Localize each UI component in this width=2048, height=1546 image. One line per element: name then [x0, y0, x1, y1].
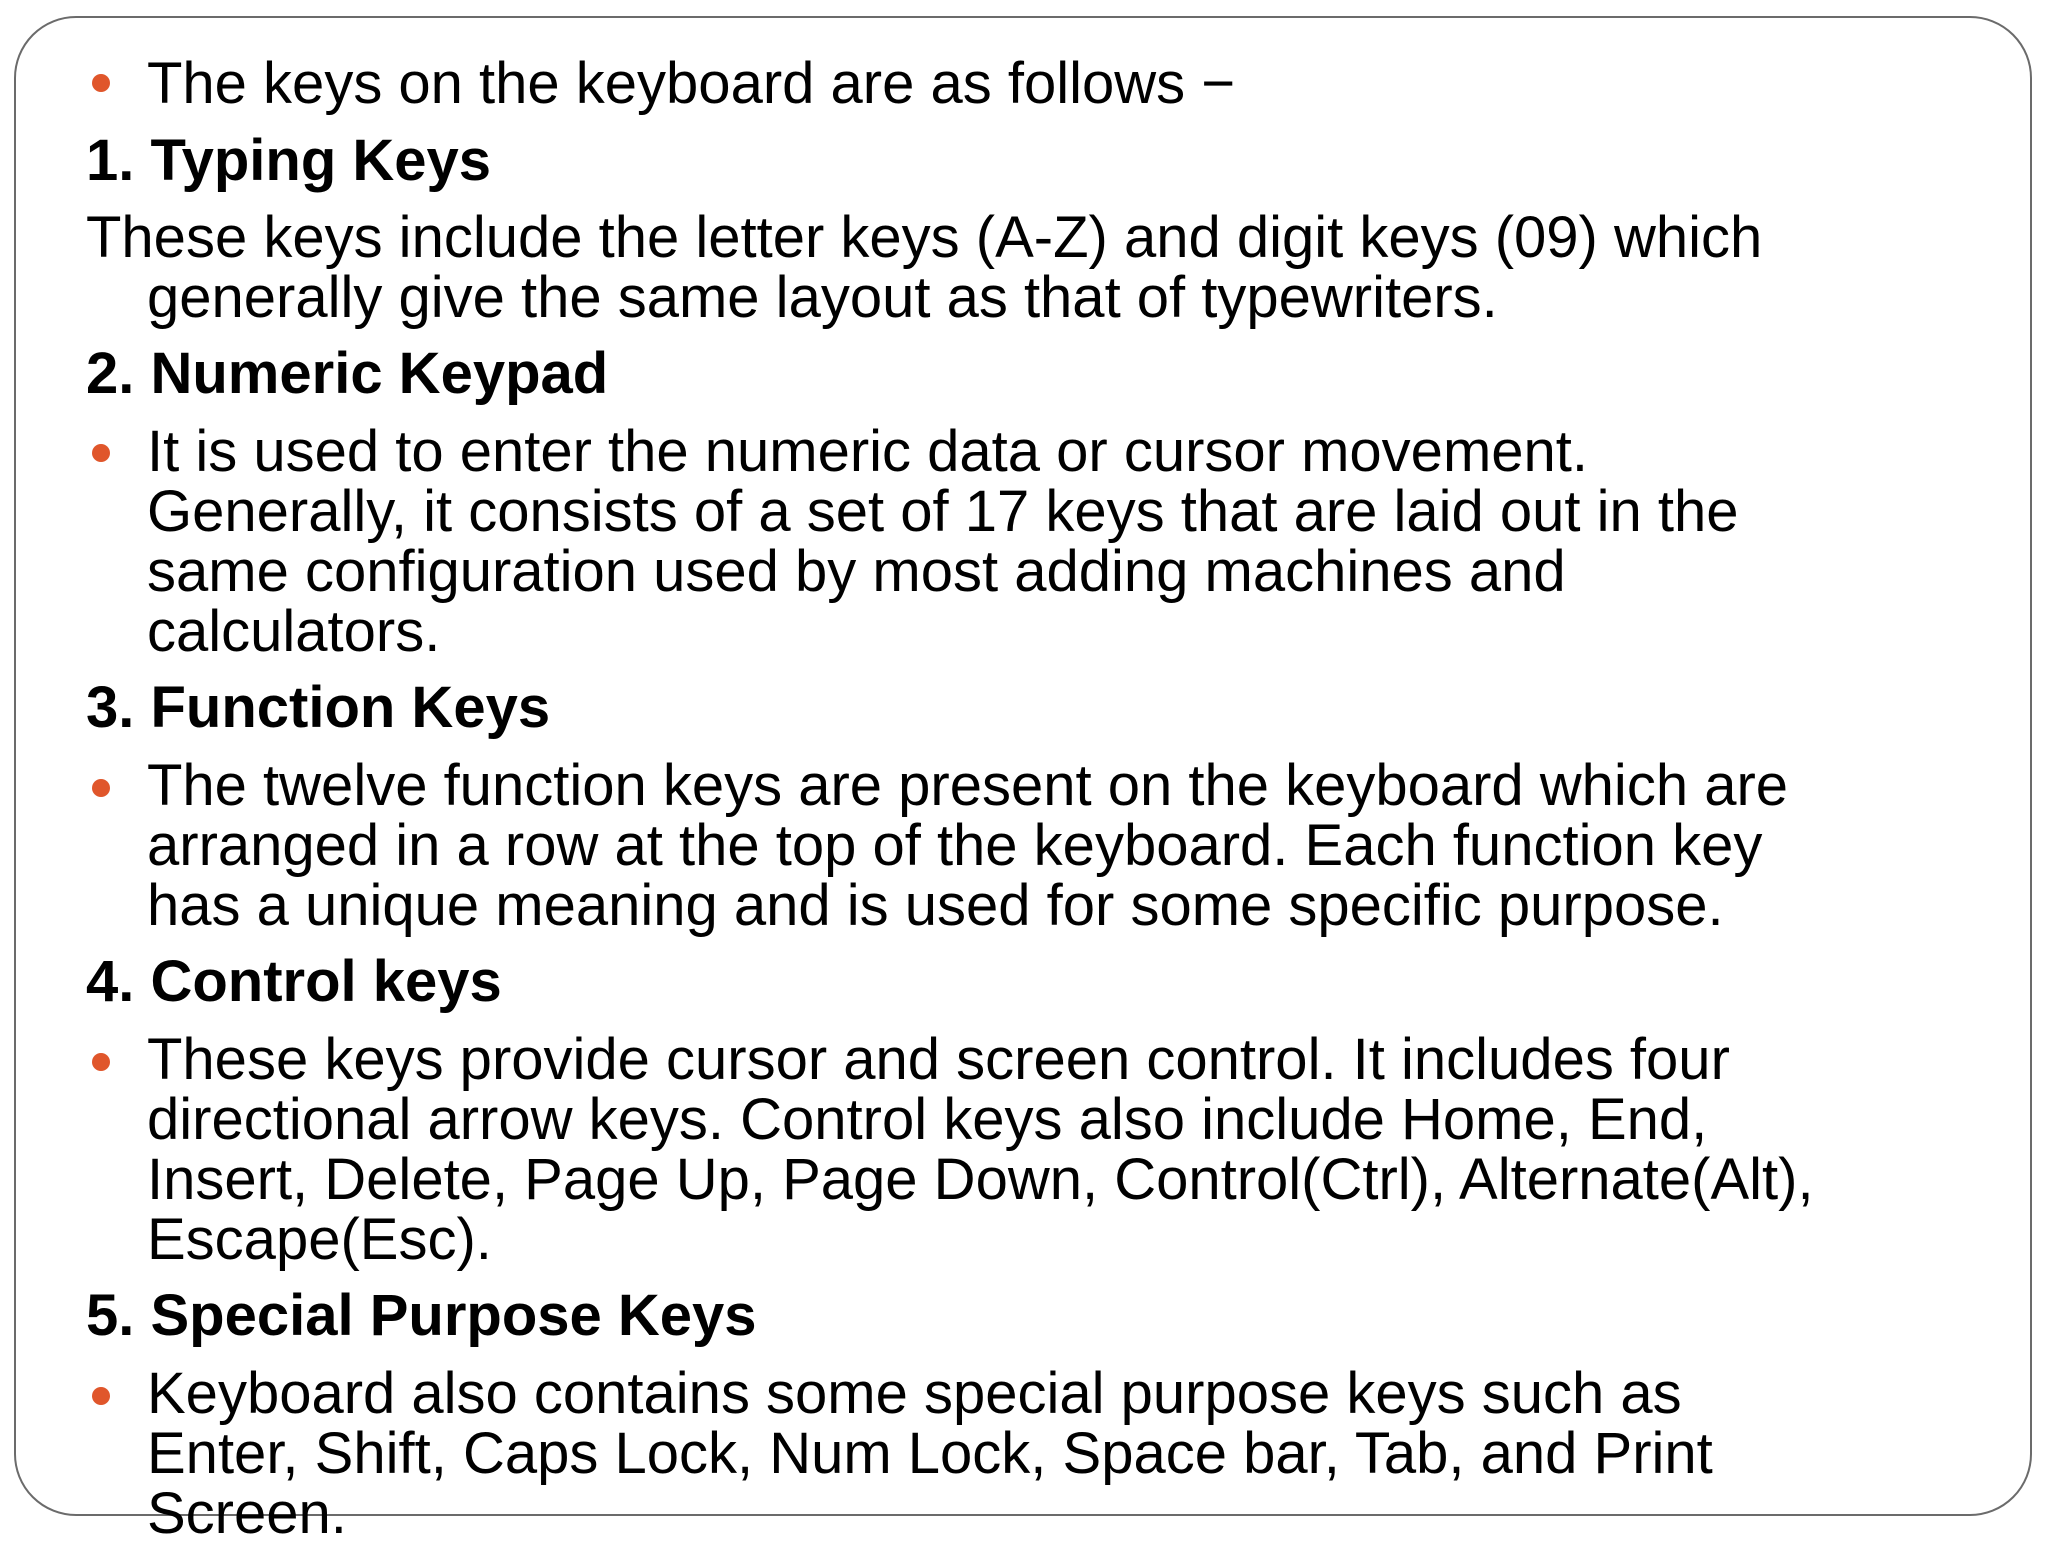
bullet-dot [92, 1387, 110, 1405]
section-text-line: Keyboard also contains some special purpose keys such as [147, 1361, 1682, 1426]
section-text-line: arranged in a row at the top of the keyboard. Each function key [147, 813, 1763, 878]
bullet-dot [92, 74, 110, 92]
section-text-line: calculators. [147, 599, 441, 664]
section-heading-function-keys: 3. Function Keys [86, 675, 551, 740]
section-heading-special-purpose-keys: 5. Special Purpose Keys [86, 1283, 757, 1348]
bullet-dot [92, 779, 110, 797]
bullet-dot [92, 444, 110, 462]
section-heading-numeric-keypad: 2. Numeric Keypad [86, 341, 609, 406]
section-heading-typing-keys: 1. Typing Keys [86, 128, 492, 193]
section-text-line: Enter, Shift, Caps Lock, Num Lock, Space bar, Tab, and Print [147, 1421, 1713, 1486]
bullet-dot [92, 1053, 110, 1071]
section-text-line: directional arrow keys. Control keys also include Home, End, [147, 1087, 1708, 1152]
section-text-line: Insert, Delete, Page Up, Page Down, Control(Ctrl), Alternate(Alt), [147, 1147, 1814, 1212]
section-text-line: same configuration used by most adding machines and [147, 539, 1566, 604]
section-text-line: Screen. [147, 1481, 347, 1546]
section-text-line: The twelve function keys are present on the keyboard which are [147, 753, 1789, 818]
intro-text: The keys on the keyboard are as follows − [147, 51, 1236, 116]
section-heading-control-keys: 4. Control keys [86, 949, 502, 1014]
section-text-line: has a unique meaning and is used for some specific purpose. [147, 873, 1724, 938]
section-text-line: It is used to enter the numeric data or cursor movement. [147, 419, 1588, 484]
section-text-line: These keys include the letter keys (A-Z) and digit keys (09) which [86, 205, 1763, 270]
section-text-line: Escape(Esc). [147, 1207, 492, 1272]
section-text-line: Generally, it consists of a set of 17 keys that are laid out in the [147, 479, 1739, 544]
section-text-line: generally give the same layout as that of typewriters. [147, 265, 1498, 330]
section-text-line: These keys provide cursor and screen control. It includes four [147, 1027, 1730, 1092]
